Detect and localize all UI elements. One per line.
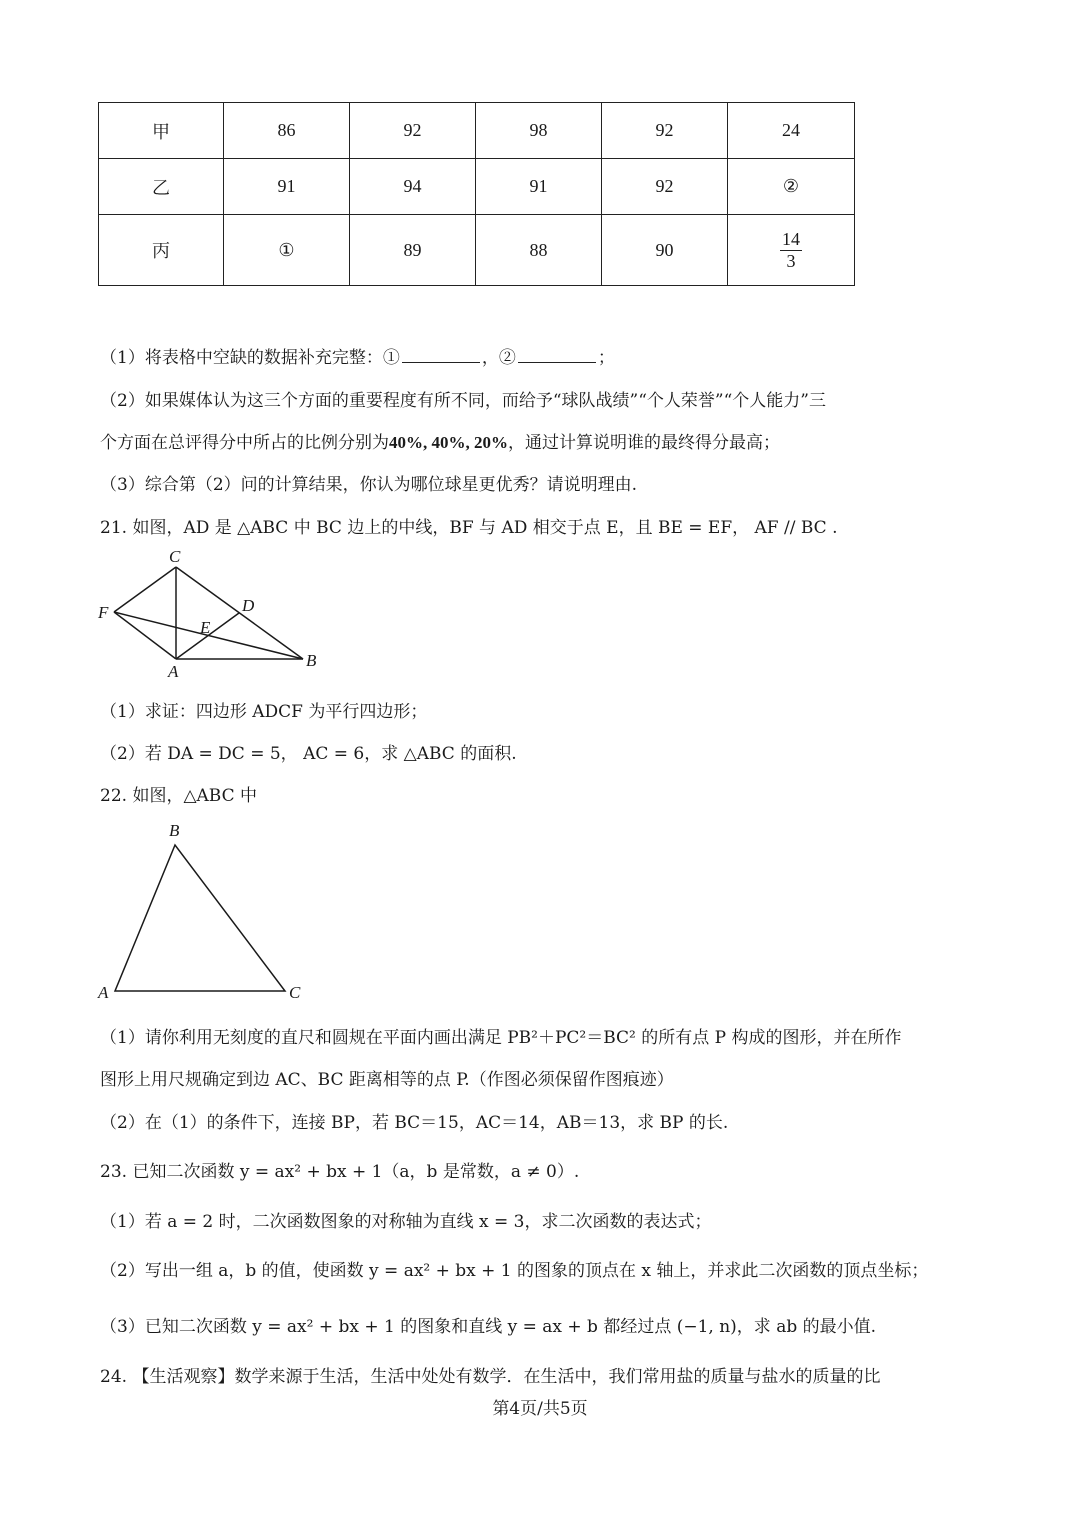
triangle-ABC [115, 845, 285, 991]
q21-stem: 21. 如图，AD 是 △ABC 中 BC 边上的中线，BF 与 AD 相交于点 E，且 BE = EF， AF // BC . [100, 518, 838, 538]
fraction-numerator: 14 [782, 228, 800, 249]
answer-blank-1[interactable] [402, 361, 480, 363]
answer-blank-2[interactable] [518, 361, 596, 363]
fraction [780, 229, 802, 271]
player-name: 乙 [99, 159, 224, 215]
q20-part1-end: ； [597, 348, 615, 368]
q20-part2-line1: （2）如果媒体认为这三个方面的重要程度有所不同，而给予“球队战绩”“个人荣誉”“个人能力”三 [100, 391, 826, 411]
table-cell: ① [224, 215, 350, 286]
label-F: F [98, 603, 109, 622]
label-C: C [169, 547, 181, 566]
table-cell: 24 [728, 103, 855, 159]
q20-part2-text: 个方面在总评得分中所占的比例分别为 [100, 433, 389, 453]
score-table [98, 102, 855, 286]
q24-stem: 24. 【生活观察】数学来源于生活，生活中处处有数学．在生活中，我们常用盐的质量与盐水的质量的比 [100, 1367, 881, 1387]
table-cell: 98 [476, 103, 602, 159]
q21-part2: （2）若 DA = DC = 5， AC = 6，求 △ABC 的面积. [100, 744, 517, 764]
table-cell: 92 [602, 103, 728, 159]
player-name: 丙 [99, 215, 224, 286]
q23-part3: （3）已知二次函数 y = ax² + bx + 1 的图象和直线 y = ax + b 都经过点 (−1, n)，求 ab 的最小值. [100, 1317, 877, 1337]
label-A: A [98, 983, 109, 1002]
q21-figure [95, 545, 325, 680]
q22-part1-line2: 图形上用尺规确定到边 AC、BC 距离相等的点 P.（作图必须保留作图痕迹） [100, 1070, 674, 1090]
table-cell: 88 [476, 215, 602, 286]
segment-FC [114, 567, 176, 612]
q20-part2-text2: ，通过计算说明谁的最终得分最高； [508, 433, 780, 453]
q22-figure [95, 815, 315, 1005]
fraction-cell [728, 215, 855, 286]
table-cell: 94 [350, 159, 476, 215]
label-E: E [200, 618, 211, 637]
q22-stem: 22. 如图，△ABC 中 [100, 786, 258, 806]
table-row [99, 215, 855, 286]
table-cell: 90 [602, 215, 728, 286]
label-B: B [169, 821, 180, 840]
page-footer: 第4页/共5页 [492, 1399, 588, 1419]
q23-stem: 23. 已知二次函数 y = ax² + bx + 1（a，b 是常数，a ≠ 0）. [100, 1162, 580, 1182]
label-C: C [289, 983, 301, 1002]
label-A: A [168, 662, 179, 680]
q23-part2: （2）写出一组 a，b 的值，使函数 y = ax² + bx + 1 的图象的顶点在 x 轴上，并求此二次函数的顶点坐标； [100, 1261, 929, 1281]
table-cell: 86 [224, 103, 350, 159]
player-name: 甲 [99, 103, 224, 159]
table-cell: 91 [476, 159, 602, 215]
q20-part2-line2 [100, 428, 780, 453]
q20-part3: （3）综合第（2）问的计算结果，你认为哪位球星更优秀？请说明理由. [100, 475, 638, 495]
table-cell: 92 [602, 159, 728, 215]
table-cell: 89 [350, 215, 476, 286]
q20-part1 [100, 343, 615, 368]
q22-part1-line1: （1）请你利用无刻度的直尺和圆规在平面内画出满足 PB²＋PC²＝BC² 的所有点 P 构成的图形，并在所作 [100, 1028, 902, 1048]
fraction-denominator: 3 [786, 250, 796, 271]
q20-part1-text2: ，② [481, 348, 516, 368]
label-B: B [306, 651, 317, 670]
table-row [99, 159, 855, 215]
table-cell: 92 [350, 103, 476, 159]
q22-part2: （2）在（1）的条件下，连接 BP，若 BC＝15，AC＝14，AB＝13，求 BP 的长. [100, 1113, 729, 1133]
q23-part1: （1）若 a = 2 时，二次函数图象的对称轴为直线 x = 3，求二次函数的表达式； [100, 1212, 712, 1232]
q20-part1-text: （1）将表格中空缺的数据补充完整：① [100, 348, 400, 368]
table-row [99, 103, 855, 159]
table-cell: ② [728, 159, 855, 215]
q21-part1: （1）求证：四边形 ADCF 为平行四边形； [100, 702, 428, 722]
label-D: D [242, 596, 255, 615]
q20-ratios: 40%, 40%, 20% [389, 433, 508, 452]
table-cell: 91 [224, 159, 350, 215]
